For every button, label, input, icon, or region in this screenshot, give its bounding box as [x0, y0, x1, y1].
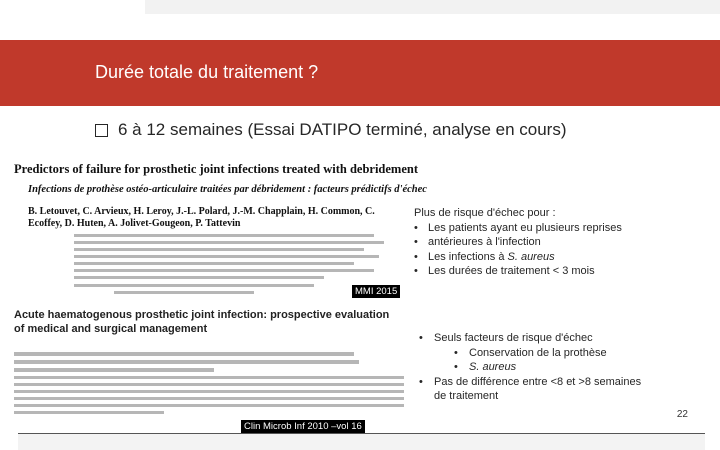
paper1-affiliation-line: [74, 262, 354, 265]
note2-subline: • S. aureus: [454, 361, 517, 373]
paper1-affiliation-line: [74, 269, 374, 272]
paper1-subtitle: Infections de prothèse ostéo-articulaire traitées par débridement : facteurs prédictifs d'échec: [28, 184, 427, 195]
paper1-source-tag: MMI 2015: [352, 285, 400, 298]
paper2-title: Acute haematogenous prosthetic joint infection: prospective evaluation of medical and surgical management: [14, 309, 390, 335]
paper2-source-tag: Clin Microb Inf 2010 –vol 16: [241, 420, 365, 433]
note2-line: • Pas de différence entre <8 et >8 semaines: [419, 375, 642, 388]
paper2-affiliation-line: [14, 376, 404, 379]
paper2-affiliation-line: [14, 383, 404, 386]
paper-excerpt-2: [14, 308, 414, 418]
note1-item: • Les durées de traitement < 3 mois: [414, 264, 622, 279]
page-number: 22: [676, 409, 688, 420]
top-strip: [145, 0, 720, 14]
paper2-affiliation-line: [14, 404, 404, 407]
paper1-affiliation-line: [74, 248, 364, 251]
slide-title: Durée totale du traitement ?: [95, 62, 319, 82]
note1-item-cont: • antérieures à l'infection: [414, 235, 622, 250]
paper1-affiliation-line: [74, 255, 379, 258]
main-bullet-text: 6 à 12 semaines (Essai DATIPO terminé, analyse en cours): [118, 120, 567, 139]
square-bullet-icon: [95, 124, 108, 137]
paper2-affiliation-line: [14, 397, 404, 400]
paper1-received-line: [114, 291, 254, 294]
paper1-affiliation-line: [74, 241, 384, 244]
paper2-authors-line: [14, 360, 359, 364]
paper1-affiliation-line: [74, 276, 324, 279]
paper1-received-line: [74, 284, 314, 287]
paper2-affiliation-line: [14, 390, 404, 393]
paper2-affiliation-line: [14, 411, 164, 414]
paper2-authors-line: [14, 352, 354, 356]
paper1-title: Predictors of failure for prosthetic joint infections treated with debridement: [14, 162, 418, 176]
note1-heading: Plus de risque d'échec pour :: [414, 207, 556, 219]
paper1-authors: B. Letouvet, C. Arvieux, H. Leroy, J.-L. Polard, J.-M. Chapplain, H. Common, C. Ecoffey, D. Huten, A. Jolivet-Gougeon, P. Tattevin: [28, 206, 375, 229]
note2-subline: • Conservation de la prothèse: [454, 346, 607, 359]
note2-line-cont: de traitement: [434, 390, 499, 402]
footer-bar: [18, 434, 705, 450]
note1-item: • Les infections à S. aureus: [414, 250, 622, 265]
note1-item: • Les patients ayant eu plusieurs reprises: [414, 221, 622, 236]
paper2-authors-line: [14, 368, 214, 372]
risk-notes-2: [414, 331, 641, 404]
paper-excerpt-1: [14, 162, 427, 302]
paper1-affiliation-line: [74, 234, 374, 237]
risk-notes-1: [414, 206, 622, 279]
main-bullet: [95, 120, 566, 140]
note2-line: • Seuls facteurs de risque d'échec: [419, 332, 593, 344]
